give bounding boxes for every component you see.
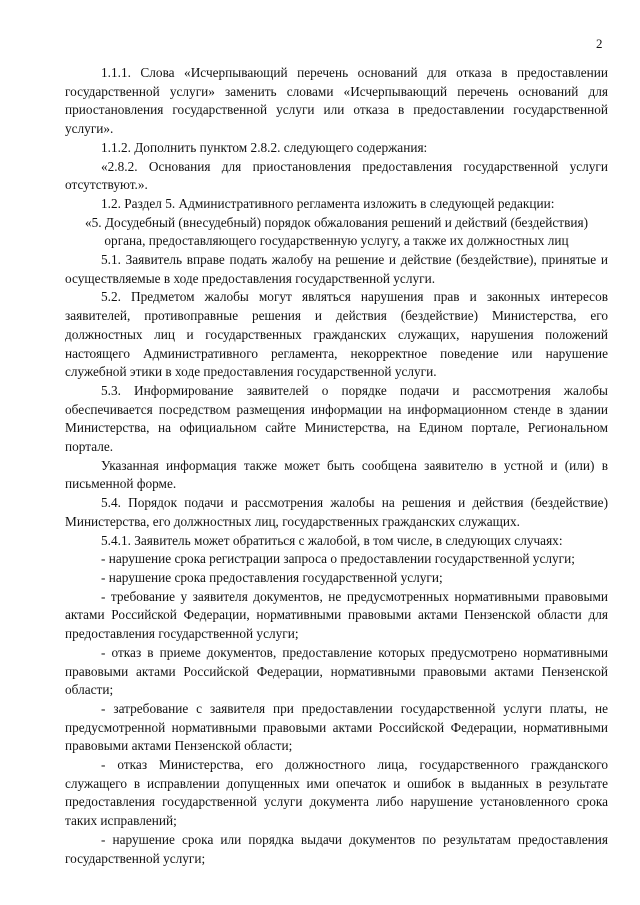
paragraph-1-1-2: 1.1.2. Дополнить пунктом 2.8.2. следующего содержания: (101, 139, 428, 155)
list-item-issuance-violation: - нарушение срока или порядка выдачи документов по результатам предоставления государственной услуги; (65, 831, 608, 866)
list-item-refusal-acceptance: - отказ в приеме документов, предоставление которых предусмотрено нормативными правовыми актами Российской Федерации, нормативными правовыми актами Пензенской области; (65, 644, 608, 698)
page-number: 2 (596, 36, 603, 51)
list-item-fee-demand: - затребование с заявителя при предоставлении государственной услуги платы, не предусмотренной нормативными правовыми актами Российской Федерации, нормативными правовыми актами Пензенской области; (65, 700, 608, 754)
paragraph-5-4-1: 5.4.1. Заявитель может обратиться с жалобой, в том числе, в следующих случаях: (101, 532, 563, 548)
paragraph-1-2: 1.2. Раздел 5. Административного регламента изложить в следующей редакции: (101, 195, 555, 211)
paragraph-5-4: 5.4. Порядок подачи и рассмотрения жалобы на решения и действия (бездействие) Министерства, его должностных лиц, государственных гражданских служащих. (65, 495, 608, 529)
paragraph-5-1: 5.1. Заявитель вправе подать жалобу на решение и действие (бездействие), принятые и осуществляемые в ходе предоставления государственной услуги. (65, 252, 608, 286)
list-item-service-deadline: - нарушение срока предоставления государственной услуги; (101, 569, 443, 585)
section-5-heading: «5. Досудебный (внесудебный) порядок обжалования решений и действий (бездействия) органа, предоставляющего государственную услугу, а также их должностных лиц (84, 214, 589, 249)
list-item-refusal-corrections: - отказ Министерства, его должностного лица, государственного гражданского служащего в исправлении допущенных ими опечаток и ошибок в выданных в результате предоставления государственной услуги документа либо нарушение установленного срока таких исправлений; (65, 757, 608, 829)
list-item-extra-documents: - требование у заявителя документов, не предусмотренных нормативными правовыми актами Российской Федерации, нормативными правовыми актами Пензенской области для предоставления государственной услуги; (65, 588, 608, 642)
paragraph-2-8-2: «2.8.2. Основания для приостановления предоставления государственной услуги отсутствуют.». (65, 158, 608, 193)
list-item-registration-deadline: - нарушение срока регистрации запроса о предоставлении государственной услуги; (101, 551, 575, 567)
paragraph-5-2: 5.2. Предметом жалобы могут являться нарушения прав и законных интересов заявителей, противоправные решения и действия (бездействие) Министерства, его должностных лиц и государственных гражданских служащих, нарушения положений настоящего Административного регламента, некорректное поведение или нарушение служебной этики в ходе предоставления государственной услуги. (65, 289, 608, 380)
paragraph-5-3: 5.3. Информирование заявителей о порядке подачи и рассмотрения жалобы обеспечивается посредством размещения информации на информационном стенде в здании Министерства, на официальном сайте Министерства, на Едином портале, Региональном портале. (65, 382, 608, 455)
paragraph-info-note: Указанная информация также может быть сообщена заявителю в устной и (или) в письменной форме. (65, 457, 608, 492)
paragraph-1-1-1: 1.1.1. Слова «Исчерпывающий перечень оснований для отказа в предоставлении государственной услуги» заменить словами «Исчерпывающий перечень оснований для приостановления государственной услуги или отказа в предоставлении государственной услуги». (65, 65, 608, 137)
document-body (65, 64, 608, 868)
